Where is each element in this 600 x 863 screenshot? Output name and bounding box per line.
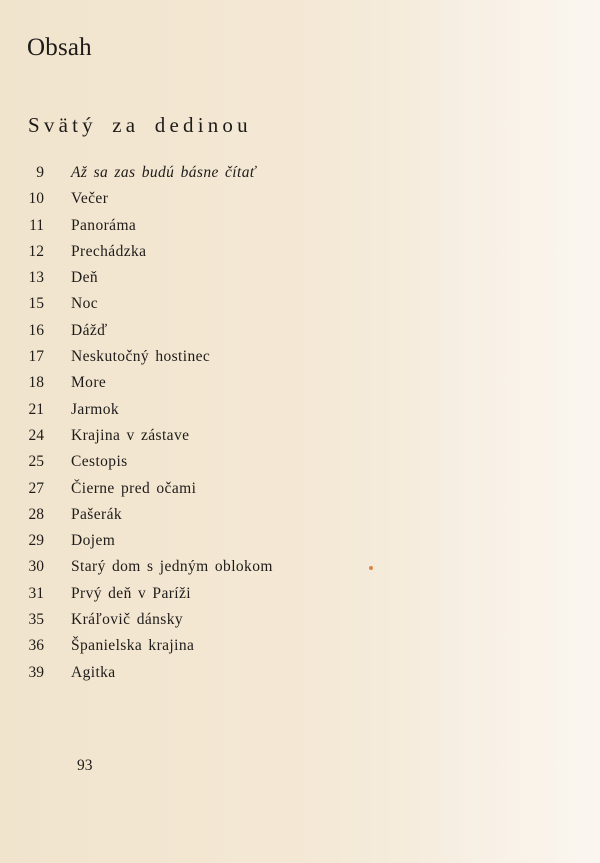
toc-entry	[0, 502, 600, 528]
toc-title: Krajina v zástave	[71, 426, 190, 444]
toc-title: Neskutočný hostinec	[71, 348, 211, 366]
toc-entry	[0, 607, 600, 633]
toc-title: Jarmok	[71, 400, 120, 418]
toc-title: Čierne pred očami	[71, 479, 197, 497]
toc-title: Kráľovič dánsky	[71, 611, 184, 629]
toc-entry	[0, 633, 600, 659]
toc-page-number: 31	[28, 584, 44, 602]
toc-page-number: 27	[28, 479, 44, 497]
toc-page-number: 12	[28, 242, 44, 260]
toc-entry	[0, 397, 600, 423]
toc-page-number: 28	[28, 505, 44, 523]
toc-page-number: 15	[28, 295, 44, 313]
toc-entry	[0, 370, 600, 396]
toc-title: Noc	[71, 295, 99, 313]
toc-entry	[0, 449, 600, 475]
toc-page-number: 13	[28, 269, 44, 287]
toc-page-number: 30	[28, 558, 44, 576]
toc-title: Panoráma	[71, 216, 137, 234]
toc-page-number: 35	[28, 611, 44, 629]
toc-entry	[0, 581, 600, 607]
toc-page-number: 17	[28, 348, 44, 366]
toc-page-number: 24	[28, 426, 44, 444]
toc-entry	[0, 265, 600, 291]
section-title: Svätý za dedinou	[28, 113, 252, 137]
toc-page-number: 16	[28, 321, 44, 339]
toc-title: Starý dom s jedným oblokom	[71, 558, 273, 576]
toc-entry	[0, 213, 600, 239]
toc-title: Prvý deň v Paríži	[71, 584, 191, 602]
toc-page-number: 18	[28, 374, 44, 392]
toc-title: Agitka	[71, 663, 116, 681]
toc-title: Deň	[71, 269, 99, 287]
toc-title: More	[71, 374, 107, 392]
toc-page-number: 10	[28, 190, 44, 208]
toc-entry	[0, 660, 600, 686]
toc-entry	[0, 344, 600, 370]
toc-entry	[0, 528, 600, 554]
toc-entry	[0, 554, 600, 580]
toc-page-number: 9	[36, 164, 44, 181]
toc-title: Dážď	[71, 321, 108, 339]
toc-entry	[0, 239, 600, 265]
toc-title: Pašerák	[71, 505, 123, 523]
toc-title: Večer	[71, 190, 109, 208]
toc-entry	[0, 291, 600, 317]
toc-page-number: 25	[28, 453, 44, 471]
toc-title: Cestopis	[71, 453, 128, 471]
page-heading: Obsah	[27, 34, 92, 61]
toc-title: Až sa zas budú básne čítať	[71, 164, 256, 181]
toc-page-number: 36	[28, 637, 44, 655]
page-number: 93	[77, 757, 93, 774]
toc-title: Dojem	[71, 532, 116, 550]
ink-spot	[369, 566, 373, 570]
toc-entry	[0, 318, 600, 344]
toc-entry	[0, 423, 600, 449]
toc-entry	[0, 160, 600, 186]
toc-entry	[0, 186, 600, 212]
toc-page-number: 21	[28, 400, 44, 418]
toc-title: Prechádzka	[71, 242, 147, 260]
toc-page-number: 11	[29, 216, 44, 234]
table-of-contents	[0, 160, 600, 686]
toc-page-number: 39	[28, 663, 44, 681]
toc-entry	[0, 476, 600, 502]
toc-page-number: 29	[28, 532, 44, 550]
toc-title: Španielska krajina	[71, 637, 195, 655]
